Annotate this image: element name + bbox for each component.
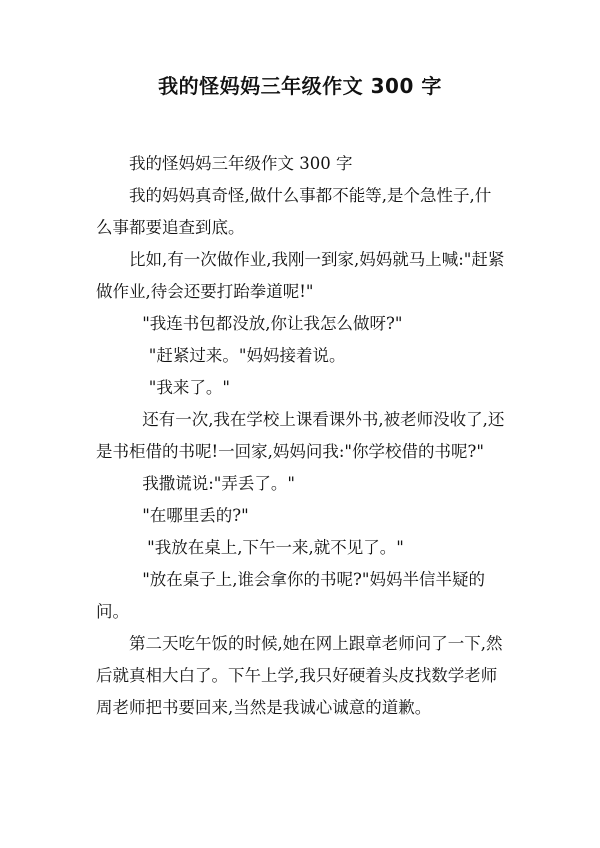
paragraph: 第二天吃午饭的时候,她在网上跟章老师问了一下,然后就真相大白了。下午上学,我只好硬着头皮找数学老师周老师把书要回来,当然是我诚心诚意的道歉。 [96, 634, 503, 717]
paragraph-subtitle: 我的怪妈妈三年级作文 300 字 [129, 154, 353, 173]
article-body [96, 148, 506, 724]
dialogue-line: "我连书包都没放,你让我怎么做呀?" [142, 314, 403, 333]
paragraph: 还有一次,我在学校上课看课外书,被老师没收了,还是书柜借的书呢!一回家,妈妈问我:"你学校借的书呢?" [96, 410, 505, 461]
dialogue-line: "赶紧过来。"妈妈接着说。 [148, 346, 346, 365]
dialogue-line: 我撒谎说:"弄丢了。" [142, 474, 295, 493]
dialogue-line: "放在桌子上,谁会拿你的书呢?"妈妈半信半疑的问。 [96, 570, 485, 621]
paragraph: 比如,有一次做作业,我刚一到家,妈妈就马上喊:"赶紧做作业,待会还要打跆拳道呢!" [96, 250, 505, 301]
paragraph: 我的妈妈真奇怪,做什么事都不能等,是个急性子,什么事都要追查到底。 [96, 186, 492, 237]
page-title: 我的怪妈妈三年级作文 300 字 [158, 74, 442, 98]
dialogue-line: "在哪里丢的?" [142, 506, 249, 525]
dialogue-line: "我放在桌上,下午一来,就不见了。" [147, 538, 404, 557]
dialogue-line: "我来了。" [148, 378, 230, 397]
